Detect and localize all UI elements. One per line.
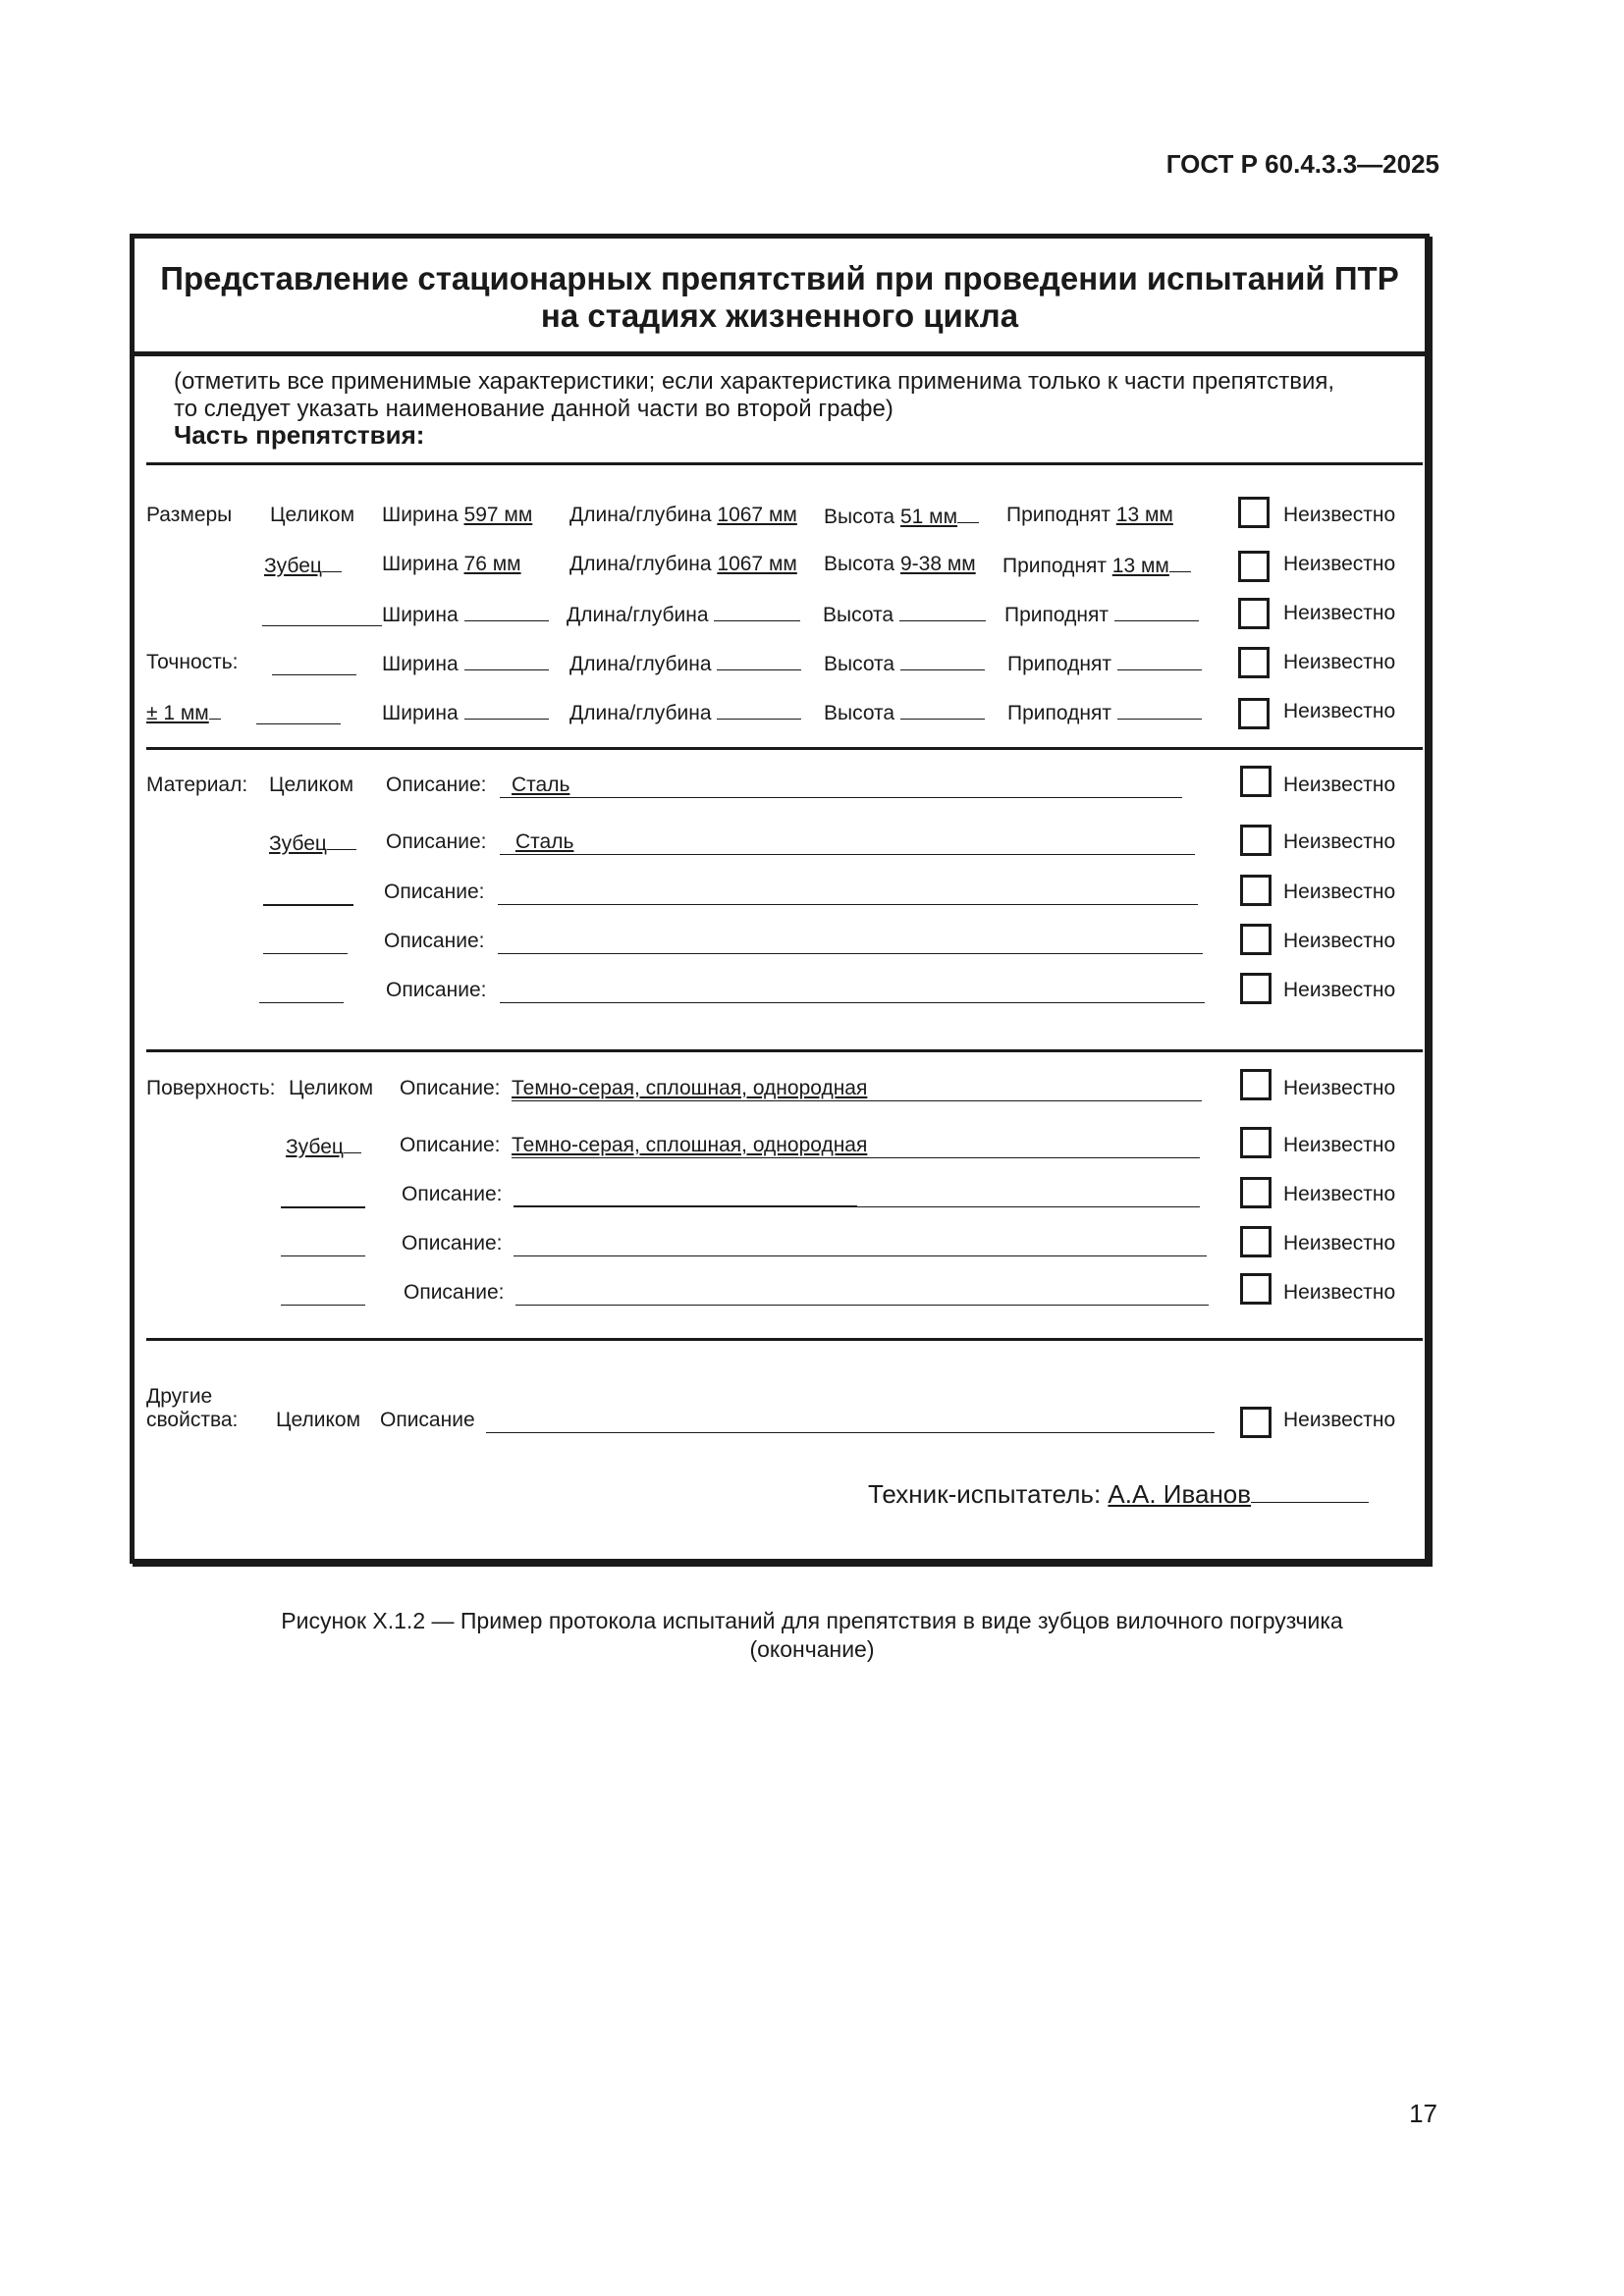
unknown-checkbox[interactable]: [1238, 647, 1270, 678]
unknown-label: Неизвестно: [1283, 1077, 1396, 1099]
unknown-label: Неизвестно: [1283, 881, 1396, 903]
height-field[interactable]: [823, 602, 986, 627]
accuracy-label: Точность:: [146, 651, 239, 673]
surface-value: Темно-серая, сплошная, однородная: [512, 1134, 868, 1156]
unknown-label: Неизвестно: [1283, 1232, 1396, 1255]
length-value: 1067 мм: [717, 553, 797, 575]
other-label-line-2: свойства:: [146, 1409, 239, 1431]
description-line[interactable]: [498, 953, 1203, 954]
caption-line-2: (окончание): [749, 1636, 875, 1662]
dims-label: Размеры: [146, 504, 233, 526]
height-field[interactable]: [824, 504, 979, 529]
form-title-line-2: на стадиях жизненного цикла: [540, 297, 1019, 334]
raised-field[interactable]: [1002, 553, 1191, 578]
part-blank[interactable]: [262, 625, 382, 626]
unknown-label: Неизвестно: [1283, 504, 1396, 526]
length-label: Длина/глубина: [569, 653, 712, 675]
unknown-checkbox[interactable]: [1240, 924, 1272, 955]
width-label: Ширина: [382, 702, 459, 724]
raised-value: 13 мм: [1115, 504, 1173, 526]
description-label: Описание:: [384, 930, 485, 952]
unknown-checkbox[interactable]: [1238, 497, 1270, 528]
length-field[interactable]: [569, 651, 801, 676]
height-field[interactable]: [824, 553, 976, 576]
part-blank[interactable]: [256, 723, 341, 724]
description-label: Описание:: [386, 979, 487, 1001]
length-label: Длина/глубина: [569, 702, 712, 724]
separator: [146, 747, 1423, 750]
technician-label: Техник-испытатель:: [868, 1479, 1102, 1509]
description-label: Описание:: [386, 774, 487, 796]
unknown-checkbox[interactable]: [1240, 1226, 1272, 1257]
form-title-line-1: Представление стационарных препятствий при проведении испытаний ПТР: [160, 260, 1399, 296]
unknown-label: Неизвестно: [1283, 602, 1396, 624]
technician-name: А.А. Иванов: [1108, 1479, 1252, 1509]
unknown-label: Неизвестно: [1283, 930, 1396, 952]
description-label: Описание:: [400, 1134, 501, 1156]
part-blank[interactable]: [281, 1255, 365, 1256]
length-label: Длина/глубина: [569, 504, 712, 526]
description-line[interactable]: [500, 797, 1182, 798]
height-value: 51 мм: [899, 506, 958, 528]
unknown-checkbox[interactable]: [1238, 598, 1270, 629]
unknown-checkbox[interactable]: [1240, 825, 1272, 856]
raised-field[interactable]: [1007, 700, 1202, 725]
raised-label: Приподнят: [1006, 504, 1110, 526]
description-line[interactable]: [512, 1157, 1200, 1158]
figure-caption: [0, 1607, 1624, 1664]
height-field[interactable]: [824, 651, 985, 676]
unknown-checkbox[interactable]: [1240, 766, 1272, 797]
unknown-label: Неизвестно: [1283, 979, 1396, 1001]
unknown-label: Неизвестно: [1283, 830, 1396, 853]
width-label: Ширина: [382, 653, 459, 675]
width-field[interactable]: [382, 651, 549, 676]
part-blank[interactable]: [281, 1206, 365, 1208]
description-label: Описание:: [400, 1077, 501, 1099]
unknown-label: Неизвестно: [1283, 553, 1396, 575]
part-blank[interactable]: [263, 904, 353, 906]
unknown-checkbox[interactable]: [1240, 1273, 1272, 1305]
raised-field[interactable]: [1004, 602, 1199, 627]
description-line[interactable]: [500, 1002, 1205, 1003]
part-blank[interactable]: [263, 953, 348, 954]
unknown-checkbox[interactable]: [1240, 1177, 1272, 1208]
dims-part-whole: Целиком: [270, 504, 355, 526]
raised-label: Приподнят: [1002, 555, 1107, 577]
raised-label: Приподнят: [1007, 653, 1111, 675]
description-line[interactable]: [512, 1100, 1202, 1101]
unknown-checkbox[interactable]: [1238, 551, 1270, 582]
surface-label: Поверхность:: [146, 1077, 276, 1099]
description-label: Описание:: [404, 1281, 505, 1304]
length-field[interactable]: [567, 602, 800, 627]
length-label: Длина/глубина: [567, 604, 709, 626]
surface-part-tine[interactable]: Зубец: [286, 1134, 361, 1159]
material-value: Сталь: [515, 830, 574, 853]
height-label: Высота: [824, 506, 895, 528]
height-label: Высота: [824, 553, 895, 575]
separator: [146, 1338, 1423, 1341]
standard-code: ГОСТ Р 60.4.3.3—2025: [1165, 149, 1439, 179]
unknown-label: Неизвестно: [1283, 774, 1396, 796]
part-blank[interactable]: [259, 1002, 344, 1003]
unknown-label: Неизвестно: [1283, 651, 1396, 673]
description-label: Описание: [380, 1409, 475, 1431]
unknown-label: Неизвестно: [1283, 1409, 1396, 1431]
description-label: Описание:: [402, 1232, 503, 1255]
raised-label: Приподнят: [1004, 604, 1109, 626]
unknown-label: Неизвестно: [1283, 1281, 1396, 1304]
unknown-label: Неизвестно: [1283, 1134, 1396, 1156]
width-value: 76 мм: [463, 553, 521, 575]
width-field[interactable]: [382, 553, 521, 576]
unknown-checkbox[interactable]: [1240, 1127, 1272, 1158]
separator: [146, 1049, 1423, 1052]
description-label: Описание:: [402, 1183, 503, 1205]
unknown-checkbox[interactable]: [1240, 1407, 1272, 1438]
description-line[interactable]: [500, 854, 1195, 855]
material-value: Сталь: [512, 774, 570, 796]
accuracy-value[interactable]: ± 1 мм: [146, 700, 221, 725]
description-line[interactable]: [486, 1432, 1215, 1433]
instruction-line-1: (отметить все применимые характеристики; если характеристика применима только к части препятствия,: [174, 368, 1335, 395]
material-label: Материал:: [146, 774, 248, 796]
description-line[interactable]: [498, 904, 1198, 905]
surface-value: Темно-серая, сплошная, однородная: [512, 1077, 868, 1099]
description-line-filled: [514, 1205, 857, 1207]
accuracy-blank[interactable]: [272, 674, 356, 675]
material-part-whole: Целиком: [269, 774, 354, 796]
other-label-line-1: Другие: [146, 1385, 213, 1408]
width-label: Ширина: [382, 553, 459, 575]
technician-signature: [868, 1479, 1369, 1509]
length-field[interactable]: [569, 700, 801, 725]
unknown-checkbox[interactable]: [1240, 973, 1272, 1004]
description-label: Описание:: [386, 830, 487, 853]
height-label: Высота: [824, 653, 895, 675]
unknown-label: Неизвестно: [1283, 700, 1396, 722]
unknown-label: Неизвестно: [1283, 1183, 1396, 1205]
width-field[interactable]: [382, 700, 549, 725]
test-protocol-form: [130, 234, 1430, 1564]
page-number: 17: [1409, 2099, 1437, 2128]
raised-value: 13 мм: [1111, 555, 1169, 577]
instruction-line-2: то следует указать наименование данной части во второй графе): [174, 396, 893, 422]
surface-part-whole: Целиком: [289, 1077, 374, 1099]
separator: [146, 462, 1423, 465]
width-label: Ширина: [382, 604, 459, 626]
part-blank[interactable]: [281, 1305, 365, 1306]
height-label: Высота: [823, 604, 894, 626]
width-label: Ширина: [382, 504, 459, 526]
height-label: Высота: [824, 702, 895, 724]
description-line[interactable]: [515, 1305, 1209, 1306]
form-title: [135, 239, 1425, 356]
width-field[interactable]: [382, 602, 549, 627]
raised-label: Приподнят: [1007, 702, 1111, 724]
length-value: 1067 мм: [717, 504, 797, 526]
height-value: 9-38 мм: [899, 553, 976, 575]
description-label: Описание:: [384, 881, 485, 903]
length-field[interactable]: [569, 553, 797, 576]
length-label: Длина/глубина: [569, 553, 712, 575]
part-label: Часть препятствия:: [174, 420, 425, 450]
length-field[interactable]: [569, 504, 797, 527]
height-field[interactable]: [824, 700, 985, 725]
dims-part-tine[interactable]: Зубец: [264, 553, 342, 578]
unknown-checkbox[interactable]: [1240, 875, 1272, 906]
unknown-checkbox[interactable]: [1238, 698, 1270, 729]
other-part-whole: Целиком: [276, 1409, 361, 1431]
description-line[interactable]: [514, 1255, 1207, 1256]
raised-field[interactable]: [1006, 504, 1173, 527]
unknown-checkbox[interactable]: [1240, 1069, 1272, 1100]
width-field[interactable]: [382, 504, 532, 527]
raised-field[interactable]: [1007, 651, 1202, 676]
width-value: 597 мм: [463, 504, 533, 526]
caption-line-1: Рисунок X.1.2 — Пример протокола испытаний для препятствия в виде зубцов вилочного погрузчика: [281, 1608, 1343, 1633]
material-part-tine[interactable]: Зубец: [269, 830, 356, 856]
